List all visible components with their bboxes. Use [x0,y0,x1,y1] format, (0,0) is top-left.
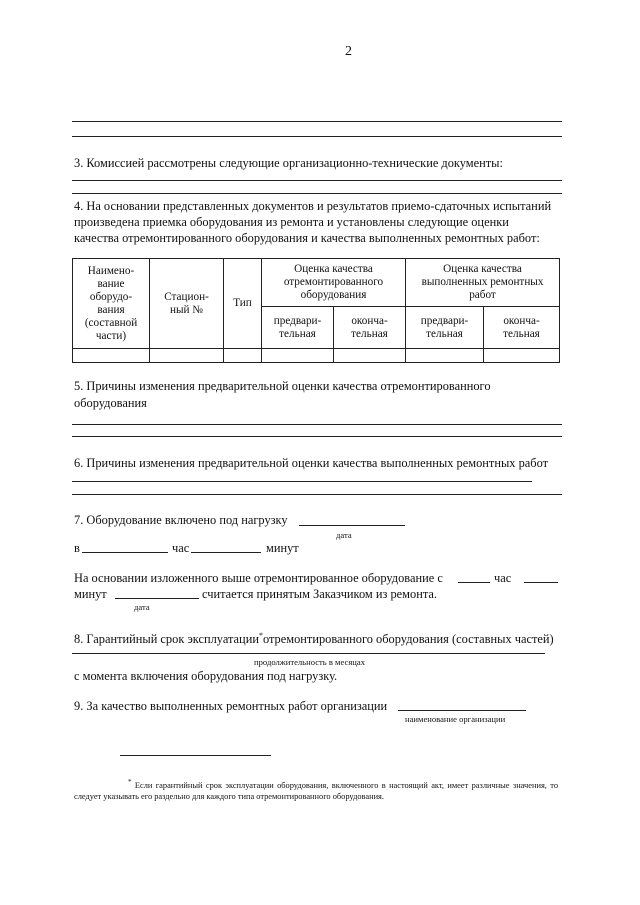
section-9-text: 9. За качество выполненных ремонтных работ организации [74,699,388,713]
page-number: 2 [345,44,352,59]
header-prelim-equipment: предвари- тельная [262,307,334,349]
accept-hour-label: час [494,571,512,585]
organization-caption: наименование организации [405,714,506,724]
date-caption: дата [336,530,352,540]
warranty-caption: продолжительность в месяцах [254,657,366,667]
header-final-equipment: оконча- тельная [334,307,406,349]
accept-date-field[interactable] [115,598,199,599]
table-cell[interactable] [406,349,484,363]
accept-hour-field[interactable] [524,582,558,583]
label-v: в [74,541,80,555]
header-prelim-works: предвари- тельная [406,307,484,349]
table-cell[interactable] [334,349,406,363]
footnote: * Если гарантийный срок эксплуатации оборудования, включенного в настоящий акт, имеет различные значения, то следует указывать его раздельно для каждого типа отремонтированного оборудования. [74,778,559,801]
equipment-quality-table [72,258,560,363]
header-type: Тип [224,259,262,349]
section-7-text: 7. Оборудование включено под нагрузку [74,513,288,527]
section-3-text: 3. Комиссией рассмотрены следующие организационно-технические документы: [74,156,503,170]
day-field[interactable] [82,552,168,553]
accept-minutes-label: минут [74,587,107,601]
fill-line [72,193,562,194]
acceptance-line-1: На основании изложенного выше отремонтированное оборудование с [74,571,443,585]
fill-line [72,494,562,495]
table-row [73,349,560,363]
table-cell[interactable] [262,349,334,363]
hour-field[interactable] [191,552,261,553]
label-minutes: минут [266,541,299,555]
fill-line [72,180,562,181]
fill-line [72,136,562,137]
date-caption: дата [134,602,150,612]
section-4-line-1: 4. На основании представленных документов и результатов приемо-сдаточных испытаний [74,199,552,213]
footnote-separator [120,755,271,756]
accepted-text: считается принятым Заказчиком из ремонта. [202,587,437,601]
section-8-line-2: с момента включения оборудования под нагрузку. [74,669,338,683]
fill-line [72,436,562,437]
table-cell[interactable] [73,349,150,363]
warranty-field[interactable] [72,653,545,654]
header-equipment-quality: Оценка качества отремонтированного оборудования [262,259,406,307]
header-works-quality: Оценка качества выполненных ремонтных работ [406,259,560,307]
table-cell[interactable] [484,349,560,363]
section-6-text: 6. Причины изменения предварительной оценки качества выполненных ремонтных работ [74,456,549,470]
label-hour: час [172,541,190,555]
section-4-line-3: качества отремонтированного оборудования и качества выполненных ремонтных работ: [74,231,540,245]
fill-line [72,121,562,122]
header-equipment-name: Наимено- вание оборудо- вания (составной части) [73,259,150,349]
organization-field[interactable] [398,710,526,711]
table-cell[interactable] [224,349,262,363]
section-5-line-1: 5. Причины изменения предварительной оценки качества отремонтированного [74,379,491,393]
table-cell[interactable] [150,349,224,363]
fill-line [72,424,562,425]
section-5-line-2: оборудования [74,396,147,410]
fill-line [72,481,532,482]
section-8-text: 8. Гарантийный срок эксплуатации*отремонтированного оборудования (составных частей) [74,631,554,647]
section-4-line-2: произведена приемка оборудования из ремонта и установлены следующие оценки [74,215,509,229]
accept-from-field[interactable] [458,582,490,583]
load-date-field[interactable] [299,525,405,526]
header-final-works: оконча- тельная [484,307,560,349]
header-station-number: Стацион- ный № [150,259,224,349]
